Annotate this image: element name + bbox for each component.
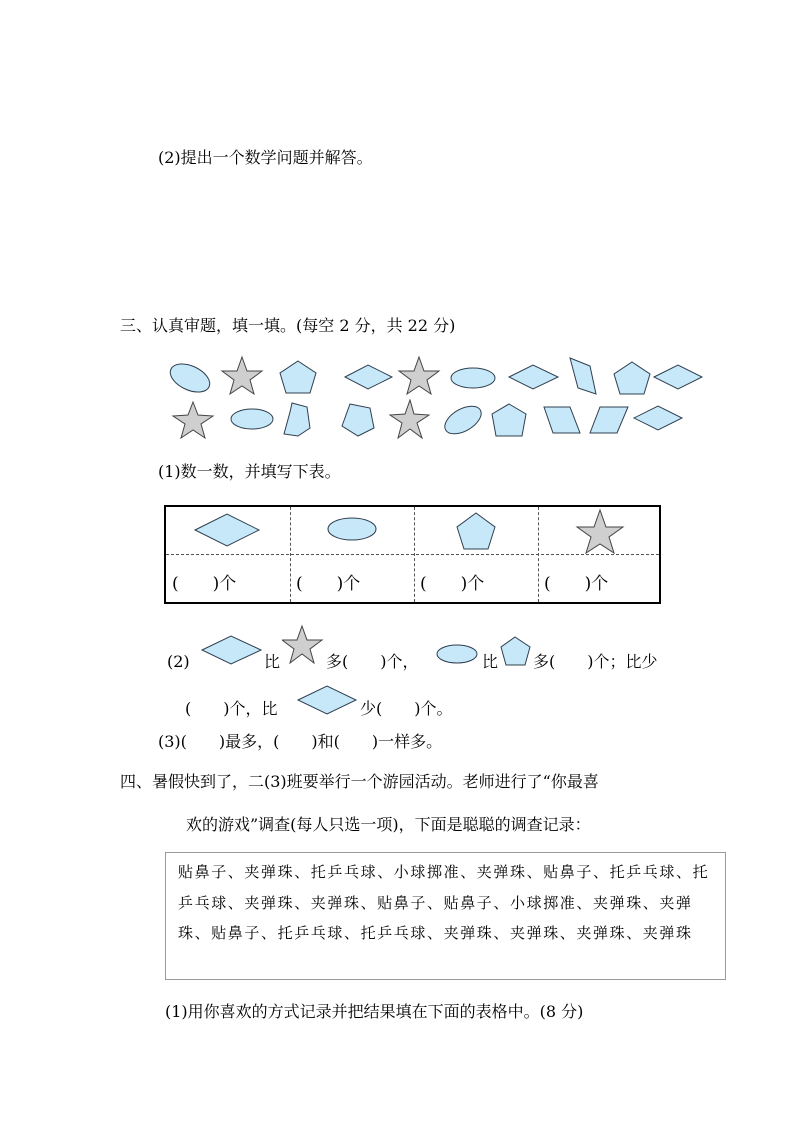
table-header-shapes [166,507,659,554]
blank-text: 多( )个， [326,652,419,671]
star-shape [390,400,429,438]
question-2-2: (2)提出一个数学问题并解答。 [158,148,373,167]
question-4-1: (1)用你喜欢的方式记录并把结果填在下面的表格中。(8 分) [165,1002,584,1021]
pentagon-icon [457,513,495,549]
compare-text: 比 [482,652,499,671]
parallelogram-shape [570,358,596,394]
section-3-heading: 三、认真审题，填一填。(每空 2 分，共 22 分) [120,316,456,335]
pentagon-shape [284,403,310,436]
rhombus-count-cell[interactable]: ( )个 [172,574,237,594]
ellipse-icon [436,644,480,666]
ellipse-shape [451,368,495,388]
pentagon-shape [492,404,526,436]
section-4-heading: 四、暑假快到了，二(3)班要举行一个游园活动。老师进行了“你最喜 [120,772,599,791]
pentagon-shape [614,362,650,394]
section-4-heading-cont: 欢的游戏”调查(每人只选一项)，下面是聪聪的调查记录： [186,815,591,834]
rhombus-shape [654,365,702,389]
count-table [164,505,661,604]
rhombus-shape [634,406,682,430]
shapes-illustration [160,352,720,447]
star-icon [577,510,623,553]
rhombus-icon [200,633,264,667]
ellipse-count-cell[interactable]: ( )个 [296,574,361,594]
row-divider [166,554,659,555]
pentagon-shape [342,404,374,436]
ellipse-icon [328,518,376,540]
survey-record-box: 贴鼻子、夹弹珠、托乒乓球、小球掷准、夹弹珠、贴鼻子、托乒乓球、托乒乓球、夹弹珠、夹弹珠、贴鼻子、贴鼻子、小球掷准、夹弹珠、夹弹珠、贴鼻子、托乒乓球、托乒乓球、夹弹珠、夹弹珠、夹弹珠、夹弹珠 [165,852,726,980]
pentagon-count-cell[interactable]: ( )个 [420,574,485,594]
ellipse-shape [166,358,214,398]
pentagon-icon [500,636,532,668]
star-shape [173,402,213,438]
question-3-2-label: (2) [167,652,190,671]
star-shape [222,357,262,394]
blank-text: ( )个，比 [185,699,278,718]
pentagon-shape [280,361,316,393]
ellipse-shape [440,400,486,439]
rhombus-icon [195,514,259,546]
compare-text: 比 [264,652,281,671]
ellipse-shape [231,409,273,429]
star-shape [399,357,439,394]
parallelogram-shape [544,407,580,433]
question-3-1: (1)数一数，并填写下表。 [158,462,341,481]
rhombus-shape [345,365,392,389]
blank-text: 少( )个。 [360,699,453,718]
question-3-3: (3)( )最多，( )和( )一样多。 [158,732,443,751]
star-icon [282,624,324,664]
rhombus-shape [509,365,558,389]
rhombus-icon [296,683,358,717]
star-count-cell[interactable]: ( )个 [544,574,609,594]
parallelogram-shape [590,407,628,433]
blank-text: 多( )个；比少 [533,652,658,671]
